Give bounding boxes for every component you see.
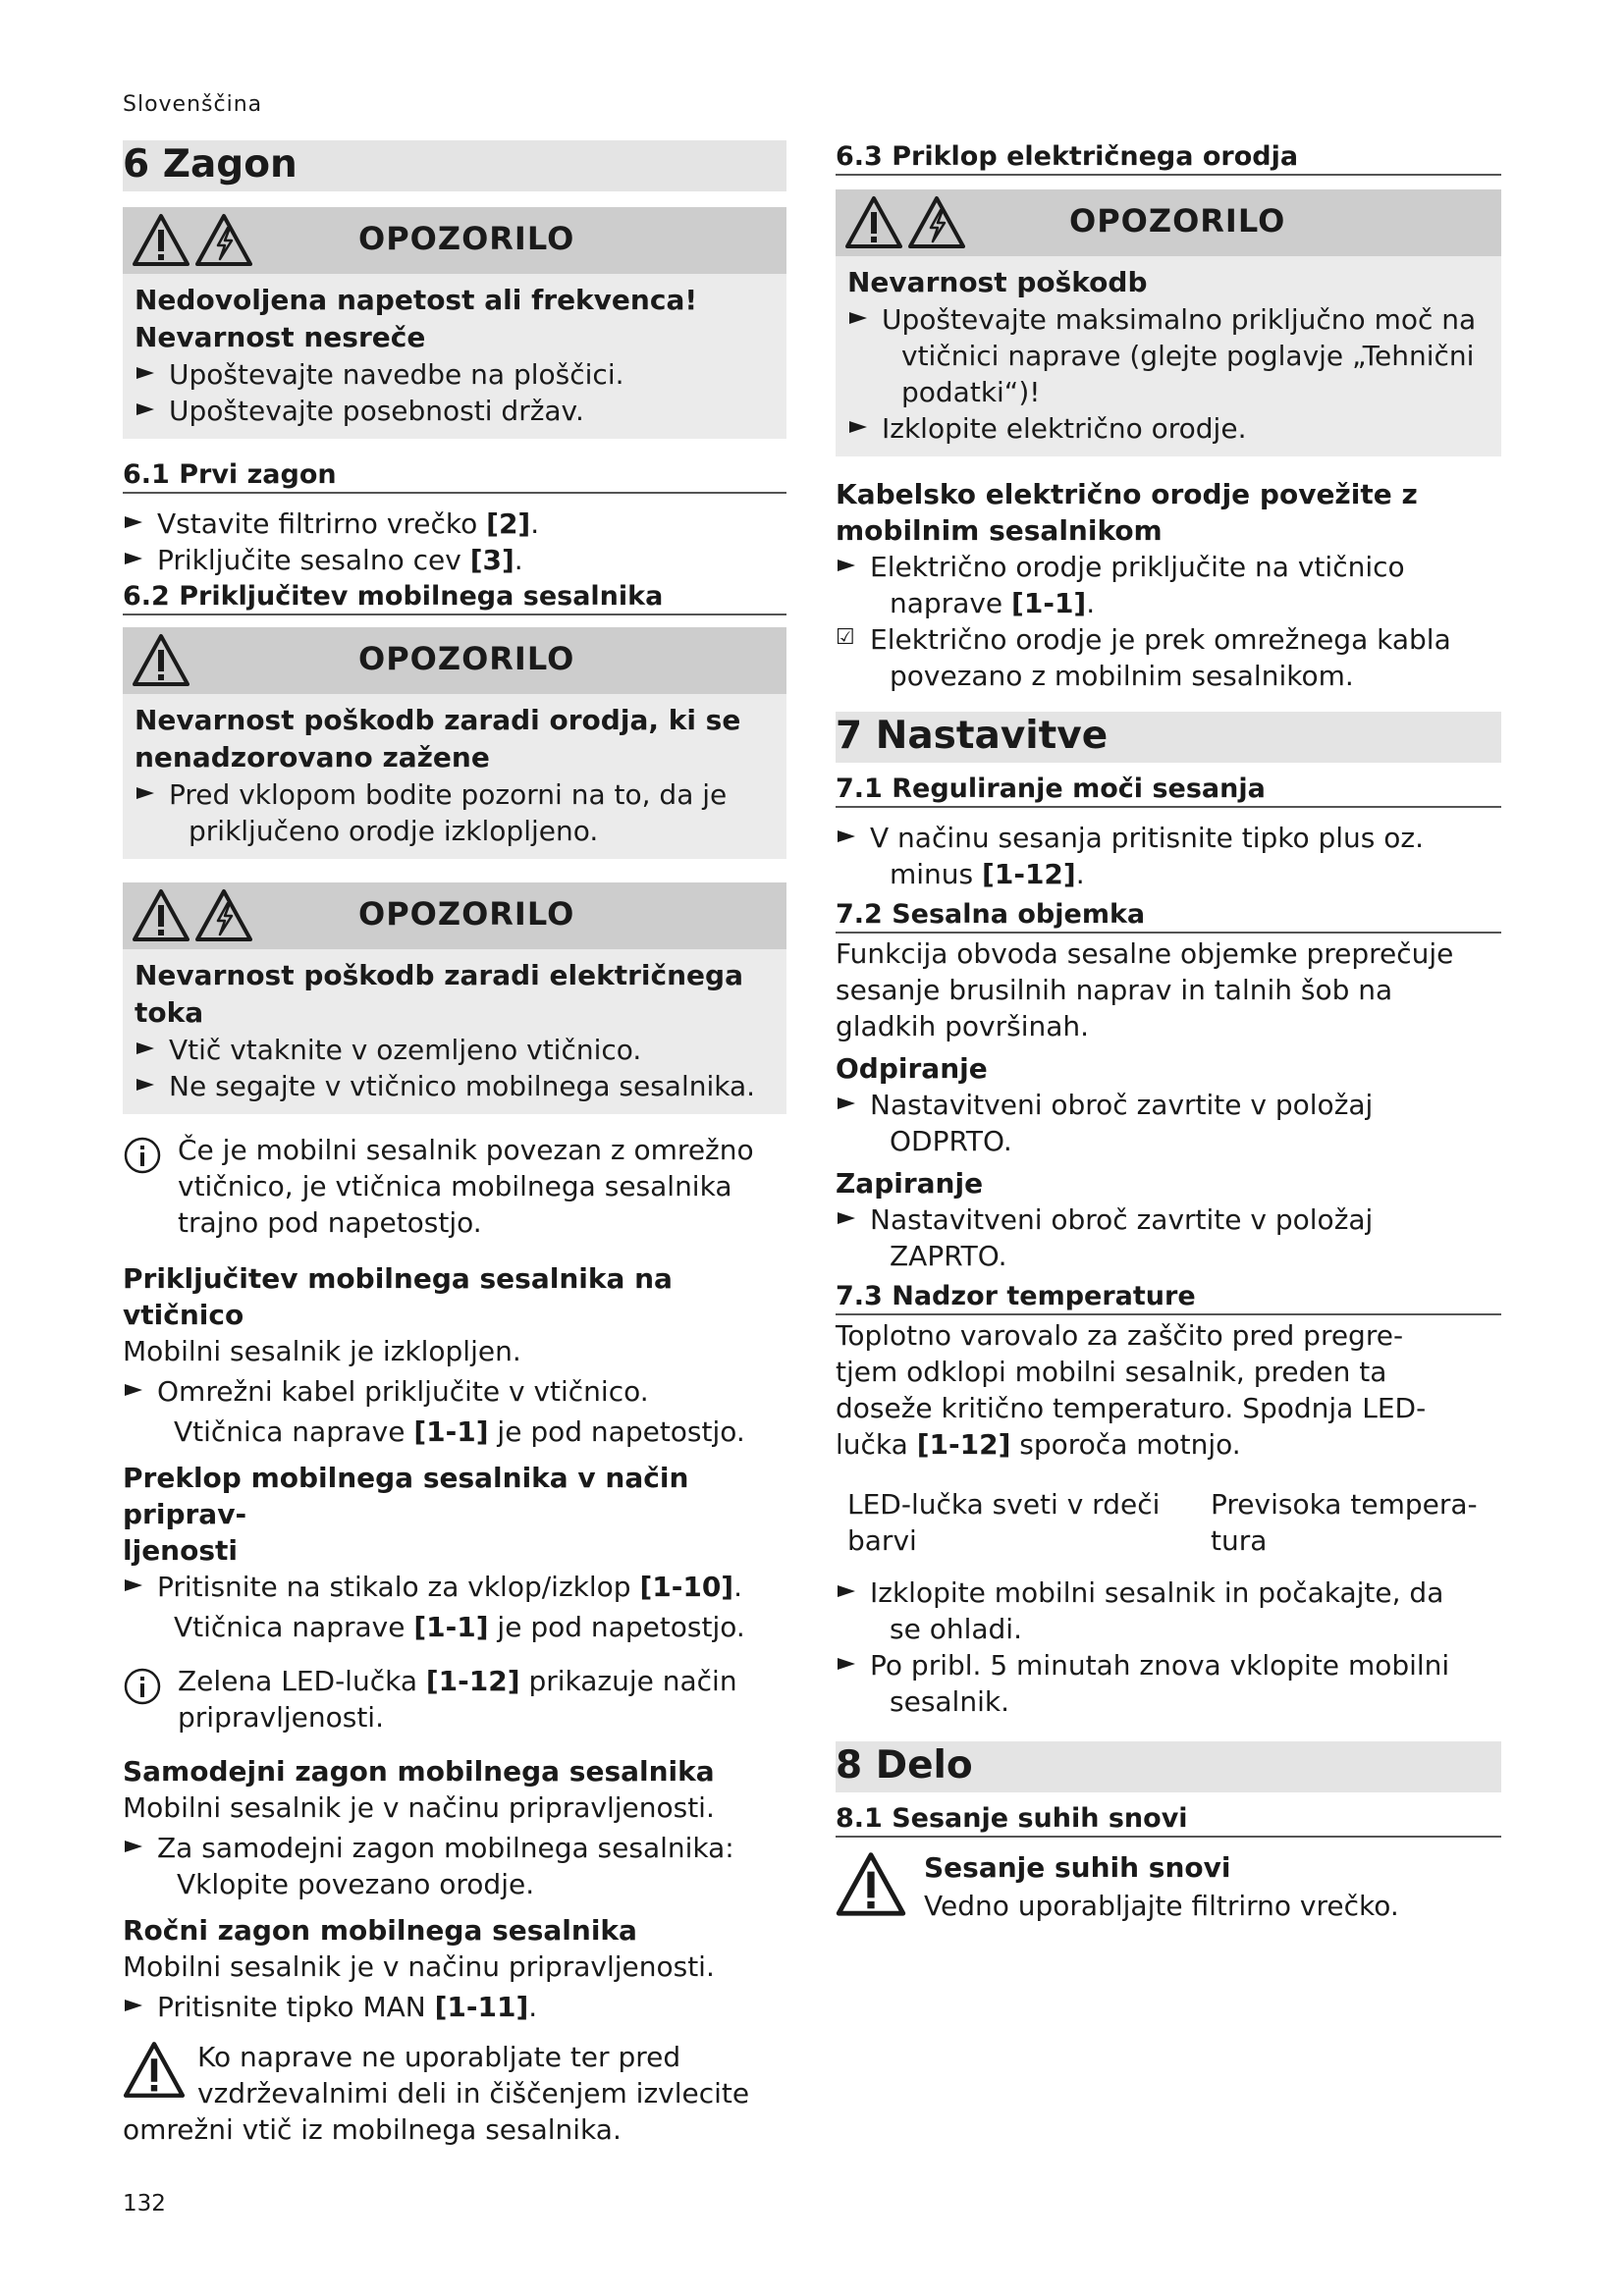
arrow-bullet-icon xyxy=(838,1212,855,1224)
subsection-heading: Zapiranje xyxy=(836,1167,984,1200)
page-number: 132 xyxy=(123,2191,166,2216)
arrow-bullet-icon xyxy=(125,2000,142,2011)
list-item: Pritisnite na stikalo za vklop/izklop [1-10]. xyxy=(123,1569,786,1605)
arrow-bullet-icon xyxy=(125,1579,142,1591)
warning-title: OPOZORILO xyxy=(358,895,575,933)
arrow-bullet-icon xyxy=(838,1585,855,1597)
list-item: Izklopite električno orodje. xyxy=(847,410,1489,447)
warning-box-injury xyxy=(836,189,1501,456)
warning-header xyxy=(123,882,786,949)
warning-triangle-icon xyxy=(123,2041,186,2100)
warning-title: OPOZORILO xyxy=(358,220,575,257)
subsection-heading: Kabelsko električno orodje povežite z xyxy=(836,478,1418,510)
list-item: Pritisnite tipko MAN [1-11]. xyxy=(123,1989,786,2025)
subsection-heading: mobilnim sesalnikom xyxy=(836,514,1163,547)
section-6-2-heading: 6.2 Priključitev mobilnega sesalnika xyxy=(123,580,786,615)
info-icon xyxy=(123,1667,162,1706)
list-item: Za samodejni zagon mobilnega sesalnika: Vklopite povezano orodje. xyxy=(123,1830,786,1902)
warning-heading: Nevarnost poškodb zaradi električnega toka xyxy=(135,959,743,1029)
section-7-1-heading: 7.1 Reguliranje moči sesanja xyxy=(836,773,1501,808)
warning-triangle-icon xyxy=(133,213,189,268)
list-item: Nastavitveni obroč zavrtite v položaj ODPRTO. xyxy=(836,1087,1501,1159)
paragraph: Mobilni sesalnik je v načinu pripravljenosti. xyxy=(123,1791,715,1824)
list-item: V načinu sesanja pritisnite tipko plus oz. minus [1-12]. xyxy=(836,820,1501,892)
list-item: Nastavitveni obroč zavrtite v položaj ZAPRTO. xyxy=(836,1201,1501,1274)
arrow-bullet-icon xyxy=(136,403,154,415)
subsection-heading: Preklop mobilnega sesalnika v način priprav- xyxy=(123,1462,689,1530)
section-8-1-heading: 8.1 Sesanje suhih snovi xyxy=(836,1802,1501,1838)
list-item: Upoštevajte posebnosti držav. xyxy=(135,393,775,429)
dry-vacuum-warning xyxy=(836,1849,1501,1924)
paragraph: Mobilni sesalnik je izklopljen. xyxy=(123,1335,521,1367)
list-item: Upoštevajte navedbe na ploščici. xyxy=(135,356,775,393)
subsection-heading: Ročni zagon mobilnega sesalnika xyxy=(123,1914,637,1947)
warning-triangle-icon xyxy=(133,888,189,943)
paragraph: Mobilni sesalnik je v načinu pripravljenosti. xyxy=(123,1950,715,1983)
list-item: Upoštevajte maksimalno priključno moč na vtičnici naprave (glejte poglavje „Tehnični podatki“)! xyxy=(847,301,1489,410)
list-item: Pred vklopom bodite pozorni na to, da je priključeno orodje izklopljeno. xyxy=(135,776,775,849)
result-item: ☑ Električno orodje je prek omrežnega kabla povezano z mobilnim sesalnikom. xyxy=(836,623,1451,692)
arrow-bullet-icon xyxy=(838,560,855,571)
warning-heading: Nedovoljena napetost ali frekvenca! xyxy=(135,284,698,316)
subsection-heading: Samodejni zagon mobilnega sesalnika xyxy=(123,1755,715,1788)
electric-hazard-icon xyxy=(195,888,252,943)
electric-hazard-icon xyxy=(195,213,252,268)
warning-triangle-icon xyxy=(845,195,902,250)
info-note: Zelena LED-lučka [1-12] prikazuje način pripravljenosti. xyxy=(123,1663,786,1735)
left-column xyxy=(123,140,786,2148)
warning-box-tool-start xyxy=(123,627,786,859)
warning-heading: nenadzorovano zažene xyxy=(135,741,490,774)
arrow-bullet-icon xyxy=(849,421,867,433)
warning-subheading: Nevarnost nesreče xyxy=(135,321,426,353)
table-cell: LED-lučka sveti v rdeči barvi xyxy=(847,1488,1161,1557)
list-item: Priključite sesalno cev [3]. xyxy=(123,542,786,578)
unplug-warning: Ko naprave ne uporabljate ter pred vzdrževalnimi deli in čiščenjem izvlecite omrežni vtič iz mobilnega sesalnika. xyxy=(123,2041,750,2146)
chapter-8-heading: 8 Delo xyxy=(836,1741,1501,1792)
warning-header xyxy=(123,207,786,274)
warning-box-voltage xyxy=(123,207,786,439)
section-7-2-heading: 7.2 Sesalna objemka xyxy=(836,898,1501,934)
arrow-bullet-icon xyxy=(136,787,154,799)
warning-header xyxy=(123,627,786,694)
warning-triangle-icon xyxy=(133,633,189,688)
list-item: Po pribl. 5 minutah znova vklopite mobilni sesalnik. xyxy=(836,1647,1501,1720)
list-item: Omrežni kabel priključite v vtičnico. xyxy=(123,1373,786,1410)
warning-header xyxy=(836,189,1501,256)
list-item: Ne segajte v vtičnico mobilnega sesalnika. xyxy=(135,1068,775,1104)
arrow-bullet-icon xyxy=(125,1384,142,1396)
subsection-heading: Odpiranje xyxy=(836,1052,988,1085)
checkbox-result-icon: ☑ xyxy=(836,625,855,650)
table-cell: Previsoka tempera- tura xyxy=(1211,1488,1478,1557)
section-6-1-heading: 6.1 Prvi zagon xyxy=(123,458,786,494)
warning-title: OPOZORILO xyxy=(1069,202,1286,240)
arrow-bullet-icon xyxy=(849,312,867,324)
result-text: Vtičnica naprave [1-1] je pod napetostjo. xyxy=(174,1415,745,1448)
arrow-bullet-icon xyxy=(125,553,142,564)
arrow-bullet-icon xyxy=(136,367,154,379)
chapter-6-heading: 6 Zagon xyxy=(123,140,786,191)
arrow-bullet-icon xyxy=(125,516,142,528)
arrow-bullet-icon xyxy=(136,1042,154,1054)
subsection-heading: Priključitev mobilnega sesalnika na vtičnico xyxy=(123,1262,673,1331)
list-item: Električno orodje priključite na vtičnico naprave [1-1]. xyxy=(836,549,1501,621)
status-table xyxy=(836,1486,1501,1559)
right-column xyxy=(836,140,1501,1924)
warning-heading: Nevarnost poškodb xyxy=(847,266,1148,298)
info-note: Če je mobilni sesalnik povezan z omrežno vtičnico, je vtičnica mobilnega sesalnika trajno pod napetostjo. xyxy=(123,1132,786,1241)
arrow-bullet-icon xyxy=(838,1097,855,1109)
arrow-bullet-icon xyxy=(838,830,855,842)
arrow-bullet-icon xyxy=(136,1079,154,1091)
electric-hazard-icon xyxy=(908,195,965,250)
warning-heading: Sesanje suhih snovi xyxy=(924,1851,1231,1884)
list-item: Vtič vtaknite v ozemljeno vtičnico. xyxy=(135,1032,775,1068)
warning-title: OPOZORILO xyxy=(358,640,575,677)
warning-triangle-icon xyxy=(836,1851,906,1918)
list-item: Izklopite mobilni sesalnik in počakajte, da se ohladi. xyxy=(836,1575,1501,1647)
paragraph: Toplotno varovalo za zaščito pred pregre- tjem odklopi mobilni sesalnik, preden ta doseže kritično temperaturo. Spodnja LED- lučka [1-12] sporoča motnjo. xyxy=(836,1319,1427,1461)
warning-text: Vedno uporabljajte filtrirno vrečko. xyxy=(924,1890,1399,1922)
arrow-bullet-icon xyxy=(838,1658,855,1670)
document-language-label: Slovenščina xyxy=(123,92,263,117)
list-item: Vstavite filtrirno vrečko [2]. xyxy=(123,506,786,542)
warning-box-electric xyxy=(123,882,786,1114)
subsection-heading: ljenosti xyxy=(123,1534,239,1567)
result-text: Vtičnica naprave [1-1] je pod napetostjo. xyxy=(174,1611,745,1643)
section-6-3-heading: 6.3 Priklop električnega orodja xyxy=(836,140,1501,176)
warning-heading: Nevarnost poškodb zaradi orodja, ki se xyxy=(135,704,741,736)
info-icon xyxy=(123,1136,162,1175)
paragraph: Funkcija obvoda sesalne objemke preprečuje sesanje brusilnih naprav in talnih šob na gladkih površinah. xyxy=(836,937,1454,1042)
arrow-bullet-icon xyxy=(125,1841,142,1852)
chapter-7-heading: 7 Nastavitve xyxy=(836,712,1501,763)
section-7-3-heading: 7.3 Nadzor temperature xyxy=(836,1280,1501,1315)
